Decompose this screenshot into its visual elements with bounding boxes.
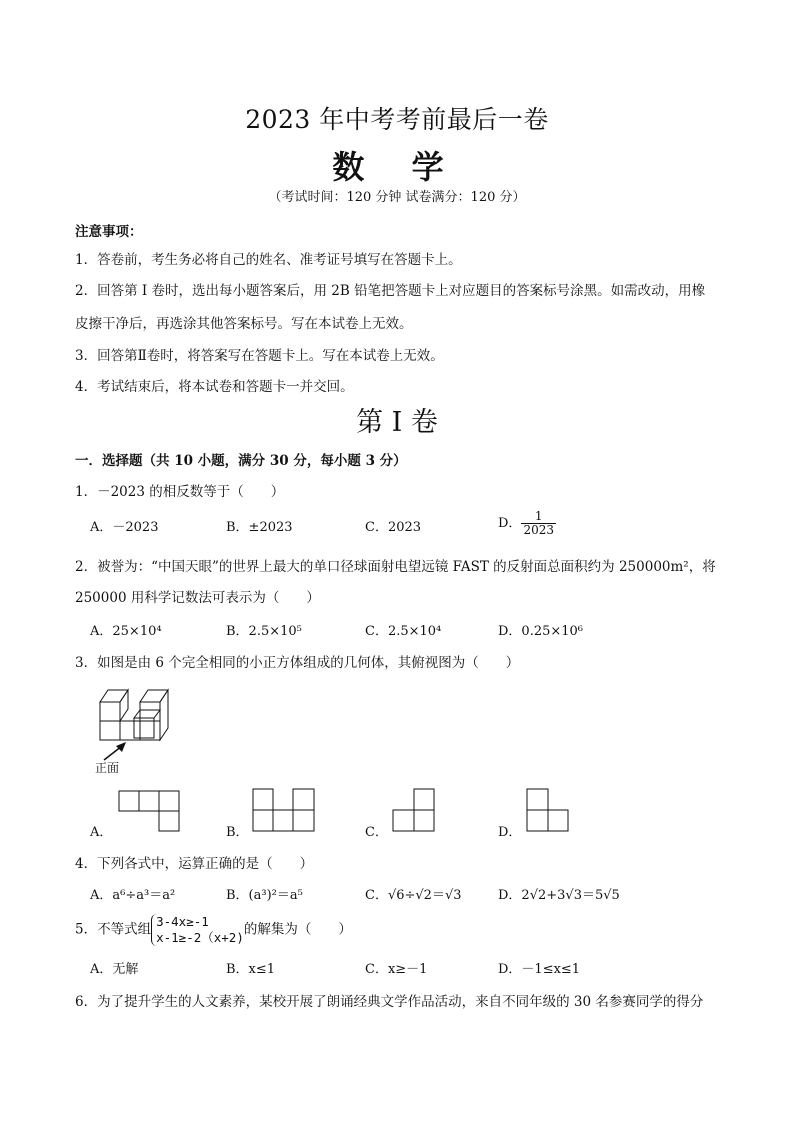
q1-stem: 1．－2023 的相反数等于（ ） bbox=[75, 484, 285, 500]
q4-option-b: B．(a³)²＝a⁵ bbox=[226, 888, 303, 903]
q3-option-a-view bbox=[118, 790, 180, 832]
q2-option-b: B．2.5×10⁵ bbox=[226, 624, 302, 639]
exam-title: 2023 年中考考前最后一卷 bbox=[245, 105, 549, 134]
q3-option-d: D． bbox=[498, 825, 522, 840]
q1-option-c: C．2023 bbox=[365, 520, 422, 535]
q3-option-c: C． bbox=[365, 825, 388, 840]
q5-option-d: D．－1≤x≤1 bbox=[498, 962, 581, 977]
q1-option-b: B．±2023 bbox=[226, 520, 293, 535]
q3-option-a: A． bbox=[90, 825, 113, 840]
q3-option-c-view bbox=[392, 788, 436, 832]
q5-option-c: C．x≥－1 bbox=[365, 962, 428, 977]
q1-option-a: A．－2023 bbox=[90, 520, 159, 535]
q5-stem bbox=[75, 914, 352, 946]
exam-info: （考试时间：120 分钟 试卷满分：120 分） bbox=[268, 190, 526, 205]
note-item: 2．回答第 I 卷时，选出每小题答案后，用 2B 铅笔把答题卡上对应题目的答案标号涂黑。如需改动，用橡 bbox=[75, 283, 706, 299]
q2-stem-line1: 2．被誉为：“中国天眼”的世界上最大的单口径球面射电望远镜 FAST 的反射面总面积约为 250000m²，将 bbox=[75, 559, 716, 575]
q5-option-b: B．x≤1 bbox=[226, 962, 276, 977]
subject-title: 数 学 bbox=[332, 148, 462, 186]
q3-stem: 3．如图是由 6 个完全相同的小正方体组成的几何体，其俯视图为（ ） bbox=[75, 655, 520, 671]
inequality-line-2: x-1≥-2（x+2) bbox=[156, 930, 244, 945]
q5-stem-prefix: 5．不等式组 bbox=[75, 921, 152, 938]
fraction-denominator: 2023 bbox=[523, 523, 554, 537]
q4-option-a: A．a⁶÷a³＝a² bbox=[90, 888, 176, 903]
inequality-line-1: 3-4x≥-1 bbox=[156, 914, 209, 929]
front-label: 正面 bbox=[95, 761, 120, 775]
q6-stem: 6．为了提升学生的人文素养，某校开展了朗诵经典文学作品活动，来自不同年级的 30 名参赛同学的得分 bbox=[75, 994, 704, 1010]
q2-option-d: D．0.25×10⁶ bbox=[498, 624, 584, 639]
q5-option-a: A．无解 bbox=[90, 962, 139, 977]
q2-option-a: A．25×10⁴ bbox=[90, 624, 162, 639]
q4-option-d: D．2√2+3√3＝5√5 bbox=[498, 888, 620, 903]
note-item: 1．答卷前，考生务必将自己的姓名、准考证号填写在答题卡上。 bbox=[75, 252, 462, 268]
q1-option-d bbox=[498, 510, 556, 537]
section-title: 第 I 卷 bbox=[356, 407, 438, 438]
part1-heading: 一．选择题（共 10 小题，满分 30 分，每小题 3 分） bbox=[75, 453, 407, 469]
note-item: 4．考试结束后，将本试卷和答题卡一并交回。 bbox=[75, 379, 354, 395]
q3-option-d-view bbox=[526, 788, 570, 832]
q4-option-c: C．√6÷√2＝√3 bbox=[365, 888, 462, 903]
q3-option-b: B． bbox=[226, 825, 249, 840]
q3-option-b-view bbox=[252, 788, 316, 832]
fraction bbox=[521, 510, 556, 537]
q2-stem-line2: 250000 用科学记数法可表示为（ ） bbox=[75, 590, 320, 606]
q3-solid-figure bbox=[96, 684, 176, 744]
q2-option-c: C．2.5×10⁴ bbox=[365, 624, 442, 639]
note-item: 3．回答第Ⅱ卷时，将答案写在答题卡上。写在本试卷上无效。 bbox=[75, 348, 444, 364]
note-item: 皮擦干净后，再选涂其他答案标号。写在本试卷上无效。 bbox=[75, 316, 413, 332]
q4-stem: 4．下列各式中，运算正确的是（ ） bbox=[75, 856, 314, 872]
fraction-numerator: 1 bbox=[521, 510, 556, 524]
q5-stem-suffix: 的解集为（ ） bbox=[243, 921, 352, 938]
notes-heading: 注意事项： bbox=[75, 224, 143, 240]
inequality-system bbox=[151, 914, 244, 946]
q1-option-d-prefix: D． bbox=[498, 516, 522, 531]
